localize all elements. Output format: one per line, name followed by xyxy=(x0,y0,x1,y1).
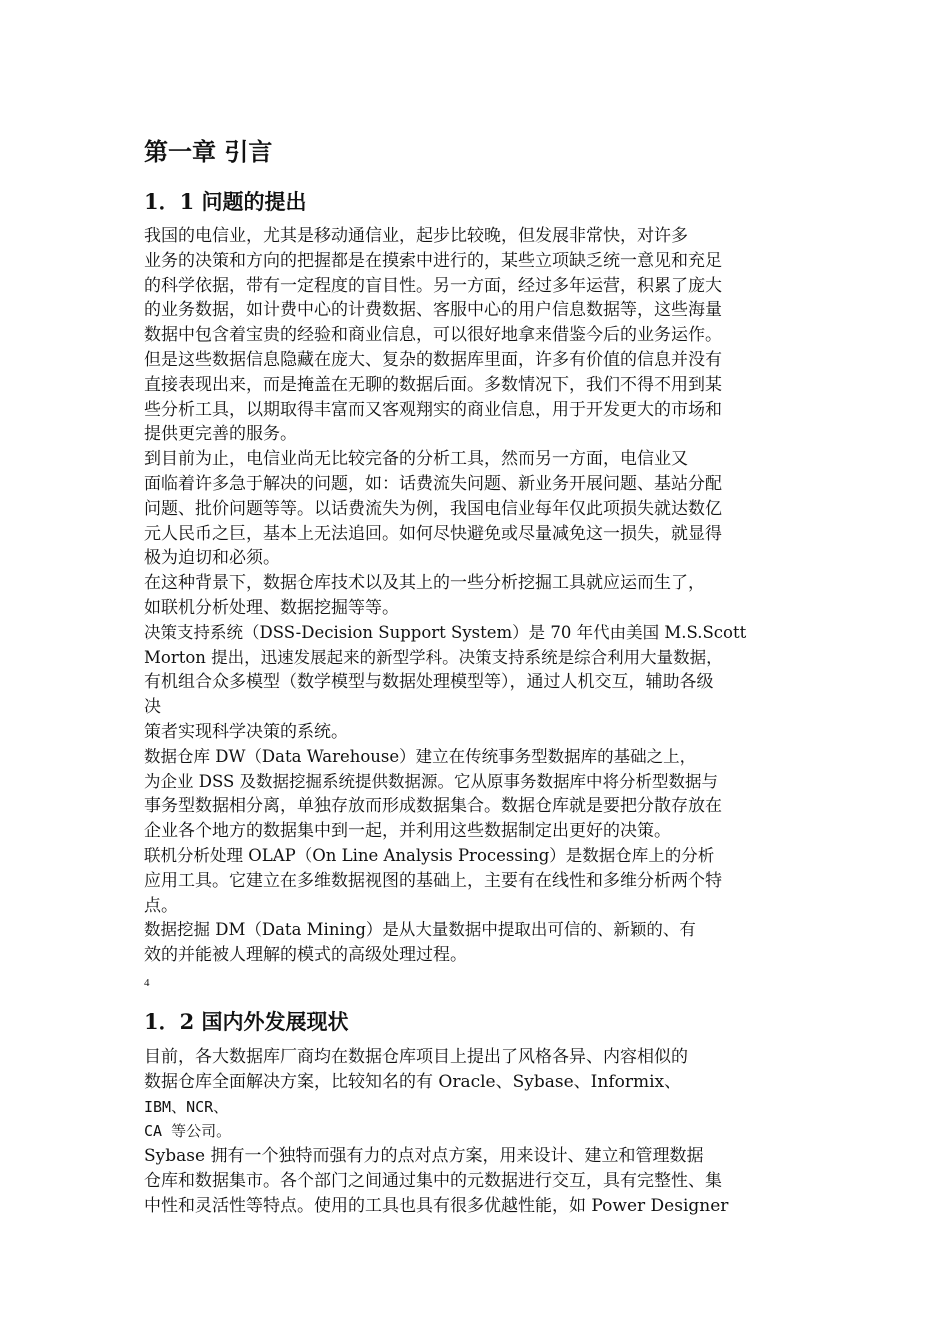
body-line: CA 等公司。 xyxy=(144,1122,232,1141)
body-line: 仓库和数据集市。各个部门之间通过集中的元数据进行交互，具有完整性、集 xyxy=(144,1170,722,1191)
body-line: 在这种背景下，数据仓库技术以及其上的一些分析挖掘工具就应运而生了， xyxy=(144,573,705,594)
body-line: 元人民币之巨，基本上无法追回。如何尽快避免或尽量减免这一损失，就显得 xyxy=(144,523,722,544)
body-line: 企业各个地方的数据集中到一起，并利用这些数据制定出更好的决策。 xyxy=(144,821,671,842)
body-line: 面临着许多急于解决的问题，如：话费流失问题、新业务开展问题、基站分配 xyxy=(144,473,722,494)
section-title-1-2: 1．2 国内外发展现状 xyxy=(144,1009,349,1034)
body-line: 有机组合众多模型（数学模型与数据处理模型等），通过人机交互，辅助各级 xyxy=(144,672,714,693)
body-line: 中性和灵活性等特点。使用的工具也具有很多优越性能，如 Power Designer xyxy=(144,1195,729,1216)
body-line: 为企业 DSS 及数据挖掘系统提供数据源。它从原事务数据库中将分析型数据与 xyxy=(144,771,719,791)
body-line: 决 xyxy=(144,697,161,718)
body-line: 我国的电信业，尤其是移动通信业，起步比较晚，但发展非常快，对许多 xyxy=(144,226,688,246)
body-line: 效的并能被人理解的模式的高级处理过程。 xyxy=(144,945,467,966)
body-line: 目前，各大数据库厂商均在数据仓库项目上提出了风格各异、内容相似的 xyxy=(144,1047,688,1067)
body-line: 如联机分析处理、数据挖掘等等。 xyxy=(144,597,399,618)
body-line: 但是这些数据信息隐藏在庞大、复杂的数据库里面，许多有价值的信息并没有 xyxy=(144,349,722,370)
body-line: 点。 xyxy=(144,895,178,916)
body-line: 极为迫切和必须。 xyxy=(144,548,280,569)
body-line: IBM、NCR、 xyxy=(144,1097,229,1116)
chapter-title: 第一章 引言 xyxy=(144,137,273,166)
body-line: 数据挖掘 DM（Data Mining）是从大量数据中提取出可信的、新颖的、有 xyxy=(144,920,696,940)
section-title-1-1: 1．1 问题的提出 xyxy=(144,189,307,214)
page-number: 4 xyxy=(144,977,150,989)
body-line: 直接表现出来，而是掩盖在无聊的数据后面。多数情况下，我们不得不用到某 xyxy=(144,374,722,395)
body-line: 数据仓库 DW（Data Warehouse）建立在传统事务型数据库的基础之上， xyxy=(144,746,697,766)
body-line: 些分析工具，以期取得丰富而又客观翔实的商业信息，用于开发更大的市场和 xyxy=(144,399,722,420)
section-1-1-body xyxy=(144,224,804,968)
body-line: 决策支持系统（DSS-Decision Support System）是 70 年代由美国 M.S.Scott xyxy=(144,622,747,642)
body-line: 到目前为止，电信业尚无比较完备的分析工具，然而另一方面，电信业又 xyxy=(144,449,688,470)
body-line: Morton 提出，迅速发展起来的新型学科。决策支持系统是综合利用大量数据， xyxy=(144,647,723,667)
body-line: 的业务数据，如计费中心的计费数据、客服中心的用户信息数据等，这些海量 xyxy=(144,300,722,321)
body-line: 联机分析处理 OLAP（On Line Analysis Processing）是数据仓库上的分析 xyxy=(144,845,715,865)
body-line: Sybase 拥有一个独特而强有力的点对点方案，用来设计、建立和管理数据 xyxy=(144,1146,704,1167)
body-line: 问题、批价问题等等。以话费流失为例，我国电信业每年仅此项损失就达数亿 xyxy=(144,498,722,519)
body-line: 事务型数据相分离，单独存放而形成数据集合。数据仓库就是要把分散存放在 xyxy=(144,796,722,817)
body-line: 的科学依据，带有一定程度的盲目性。另一方面，经过多年运营，积累了庞大 xyxy=(144,275,722,296)
body-line: 数据中包含着宝贵的经验和商业信息，可以很好地拿来借鉴今后的业务运作。 xyxy=(144,325,722,346)
section-1-2-body xyxy=(144,1045,804,1219)
body-line: 应用工具。它建立在多维数据视图的基础上，主要有在线性和多维分析两个特 xyxy=(144,870,722,891)
body-line: 数据仓库全面解决方案，比较知名的有 Oracle、Sybase、Informix、 xyxy=(144,1071,682,1092)
body-line: 策者实现科学决策的系统。 xyxy=(144,721,348,742)
body-line: 业务的决策和方向的把握都是在摸索中进行的，某些立项缺乏统一意见和充足 xyxy=(144,250,722,271)
body-line: 提供更完善的服务。 xyxy=(144,424,297,445)
